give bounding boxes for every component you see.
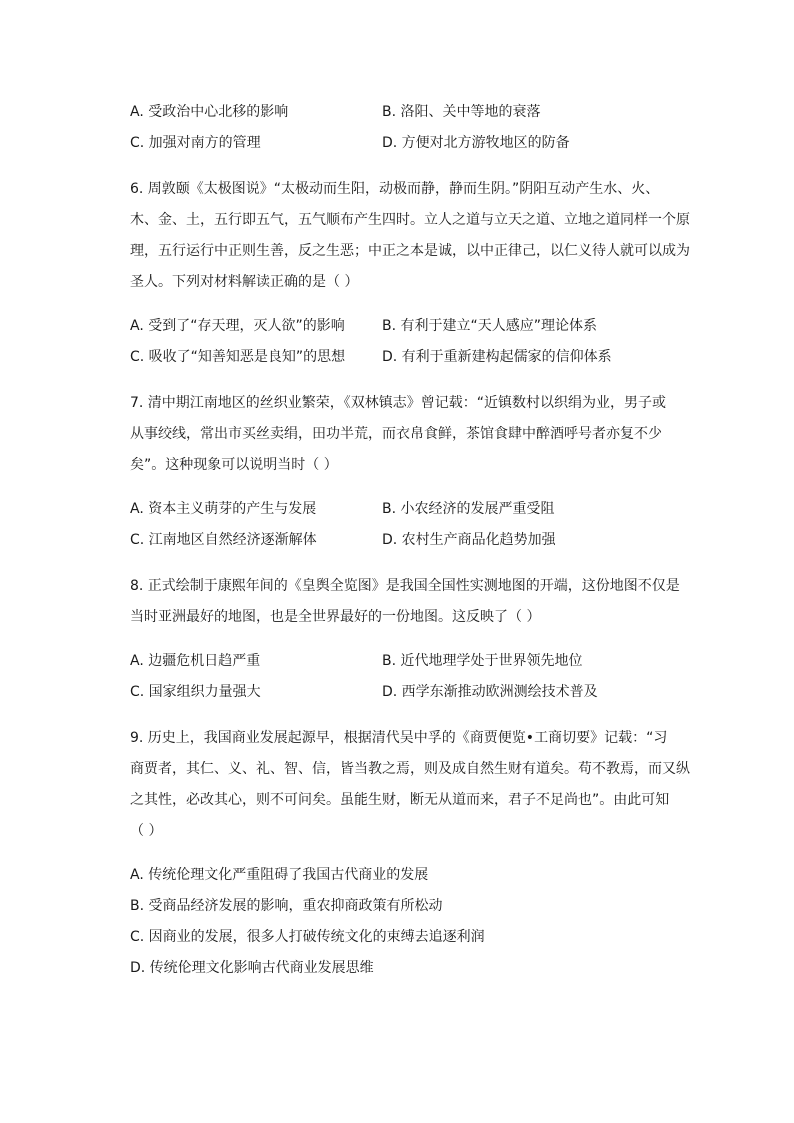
- q6-stem-line-3: 理，五行运行中正则生善，反之生恶；中正之本是诚，以中正律己，以仁义待人就可以成为: [130, 243, 690, 259]
- q6-stem-line-4: 圣人。下列对材料解读正确的是（ ）: [130, 274, 359, 290]
- q6-option-a: A. 受到了“存天理，灭人欲”的影响: [130, 318, 345, 334]
- q6-stem-line-1: 6. 周敦颐《太极图说》“太极动而生阳，动极而静，静而生阴。”阴阳互动产生水、火、: [130, 181, 660, 197]
- q8-option-c: C. 国家组织力量强大: [130, 684, 261, 700]
- q9-stem-line-2: 商贾者，其仁、义、礼、智、信，皆当教之焉，则及成自然生财有道矣。苟不教焉，而又纵: [130, 761, 690, 777]
- q7-option-a: A. 资本主义萌芽的产生与发展: [130, 501, 317, 517]
- q8-option-row-1: [130, 651, 670, 671]
- q8-option-d: D. 西学东渐推动欧洲测绘技术普及: [382, 684, 598, 700]
- q5-option-row-2: [130, 133, 670, 153]
- q8-option-a: A. 边疆危机日趋严重: [130, 653, 261, 669]
- q5-option-b: B. 洛阳、关中等地的衰落: [382, 104, 541, 120]
- q8-option-row-2: [130, 682, 670, 702]
- q6-option-b: B. 有利于建立“天人感应”理论体系: [382, 318, 598, 334]
- q9-stem-line-1: 9. 历史上，我国商业发展起源早，根据清代吴中孚的《商贾便览•工商切要》记载：“习: [130, 730, 668, 746]
- q7-option-b: B. 小农经济的发展严重受阻: [382, 501, 555, 517]
- q8-option-b: B. 近代地理学处于世界领先地位: [382, 653, 583, 669]
- q6-option-c: C. 吸收了“知善知恶是良知”的思想: [130, 349, 346, 365]
- q7-stem-line-2: 从事绞线，常出市买丝卖绢，田功半荒，而衣帛食鲜，茶馆食肆中醉酒呼号者亦复不少: [130, 426, 662, 442]
- q8-stem-line-2: 当时亚洲最好的地图，也是全世界最好的一份地图。这反映了（ ）: [130, 609, 541, 625]
- q7-stem-line-1: 7. 清中期江南地区的丝织业繁荣，《双林镇志》曾记载：“近镇数村以织绢为业，男子或: [130, 395, 667, 411]
- q7-option-row-2: [130, 530, 670, 550]
- q7-option-c: C. 江南地区自然经济逐渐解体: [130, 532, 317, 548]
- q9-stem-line-3: 之其性，必改其心，则不可问矣。虽能生财，断无从道而来，君子不足尚也”。由此可知: [130, 792, 670, 808]
- q5-option-d: D. 方便对北方游牧地区的防备: [382, 135, 570, 151]
- q9-stem-line-4: （ ）: [130, 823, 163, 839]
- q6-stem-line-2: 木、金、土，五行即五气，五气顺布产生四时。立人之道与立天之道、立地之道同样一个原: [130, 212, 690, 228]
- q9-option-d: D. 传统伦理文化影响古代商业发展思维: [130, 960, 374, 976]
- q8-stem-line-1: 8. 正式绘制于康熙年间的《皇舆全览图》是我国全国性实测地图的开端，这份地图不仅是: [130, 578, 680, 594]
- q9-option-a: A. 传统伦理文化严重阻碍了我国古代商业的发展: [130, 867, 429, 883]
- q5-option-row-1: [130, 102, 670, 122]
- q7-stem-line-3: 矣”。这种现象可以说明当时（ ）: [130, 457, 338, 473]
- q7-option-row-1: [130, 499, 670, 519]
- q6-option-d: D. 有利于重新建构起儒家的信仰体系: [382, 349, 612, 365]
- q5-option-a: A. 受政治中心北移的影响: [130, 104, 289, 120]
- q9-option-c: C. 因商业的发展，很多人打破传统文化的束缚去追逐利润: [130, 929, 485, 945]
- q5-option-c: C. 加强对南方的管理: [130, 135, 261, 151]
- q9-option-b: B. 受商品经济发展的影响，重农抑商政策有所松动: [130, 898, 443, 914]
- q7-option-d: D. 农村生产商品化趋势加强: [382, 532, 556, 548]
